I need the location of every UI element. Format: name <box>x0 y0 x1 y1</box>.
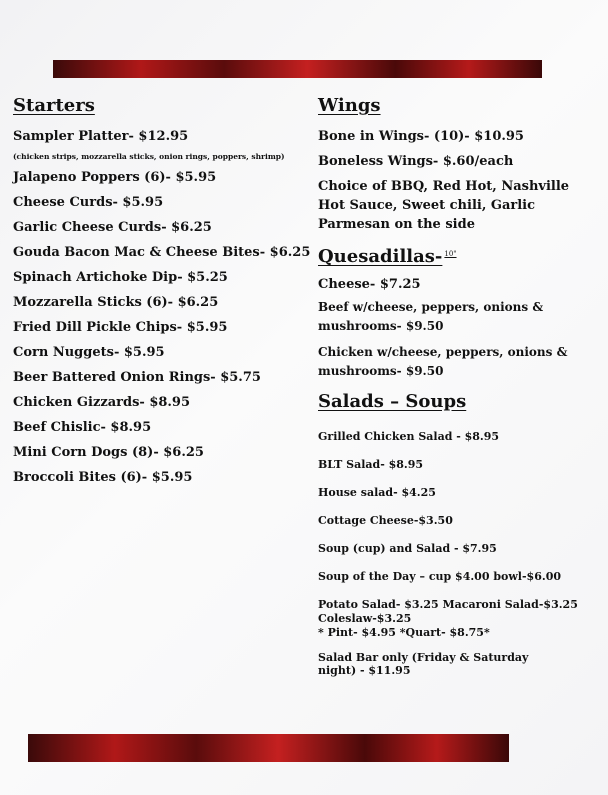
menu-item: Cheese Curds- $5.95 <box>13 195 164 210</box>
starters-heading: Starters <box>13 95 95 116</box>
menu-item: House salad- $4.25 <box>318 486 436 499</box>
menu-item: Beef w/cheese, peppers, onions & mushrooms- $9.50 <box>318 300 544 333</box>
sides-line: Potato Salad- $3.25 Macaroni Salad-$3.25 <box>318 598 578 611</box>
salad-bar-item: Salad Bar only (Friday & Saturday night) - $11.95 <box>318 651 529 677</box>
starters-section <box>13 95 311 485</box>
menu-item: Chicken w/cheese, peppers, onions & mushrooms- $9.50 <box>318 345 568 378</box>
menu-item: BLT Salad- $8.95 <box>318 458 424 471</box>
sides-line: * Pint- $4.95 *Quart- $8.75* <box>318 626 490 639</box>
menu-item: Cheese- $7.25 <box>318 277 421 292</box>
menu-item: Cottage Cheese-$3.50 <box>318 514 453 527</box>
quesadillas-heading: Quesadillas- <box>318 246 443 267</box>
menu-item: Chicken Gizzards- $8.95 <box>13 395 191 410</box>
right-column <box>318 95 588 677</box>
menu-item: Sampler Platter- $12.95 <box>13 129 189 144</box>
menu-item: Beer Battered Onion Rings- $5.75 <box>13 370 261 385</box>
bottom-decorative-bar <box>28 734 509 762</box>
wings-heading: Wings <box>318 95 381 116</box>
menu-item: Grilled Chicken Salad - $8.95 <box>318 430 500 443</box>
menu-item: Bone in Wings- (10)- $10.95 <box>318 129 524 144</box>
menu-item: Corn Nuggets- $5.95 <box>13 345 165 360</box>
menu-item: Mini Corn Dogs (8)- $6.25 <box>13 445 204 460</box>
menu-item: Boneless Wings- $.60/each <box>318 154 514 169</box>
menu-item: Broccoli Bites (6)- $5.95 <box>13 470 193 485</box>
sampler-note: (chicken strips, mozzarella sticks, onion rings, poppers, shrimp) <box>13 152 285 161</box>
menu-item: Fried Dill Pickle Chips- $5.95 <box>13 320 228 335</box>
sides-line: Coleslaw-$3.25 <box>318 612 412 625</box>
menu-item: Garlic Cheese Curds- $6.25 <box>13 220 212 235</box>
wing-sauces: Choice of BBQ, Red Hot, Nashville Hot Sauce, Sweet chili, Garlic Parmesan on the side <box>318 179 570 232</box>
salads-soups-heading: Salads – Soups <box>318 391 467 412</box>
menu-item: Soup of the Day – cup $4.00 bowl-$6.00 <box>318 570 561 583</box>
menu-item: Gouda Bacon Mac & Cheese Bites- $6.25 <box>13 245 311 260</box>
menu-item: Mozzarella Sticks (6)- $6.25 <box>13 295 219 310</box>
menu-item: Beef Chislic- $8.95 <box>13 420 152 435</box>
top-decorative-bar <box>53 60 542 78</box>
quesadilla-size: 10" <box>444 249 457 258</box>
menu-item: Spinach Artichoke Dip- $5.25 <box>13 270 228 285</box>
menu-item: Jalapeno Poppers (6)- $5.95 <box>13 170 217 185</box>
quesadillas-heading-row <box>318 246 588 267</box>
menu-item: Soup (cup) and Salad - $7.95 <box>318 542 497 555</box>
